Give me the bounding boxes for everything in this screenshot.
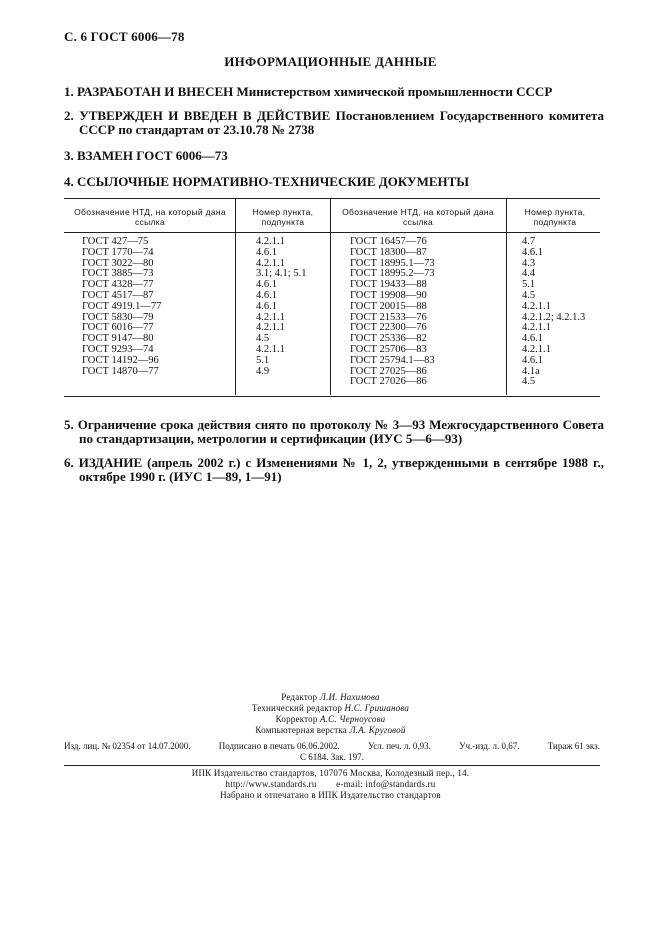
- table-cell: ГОСТ 22300—76: [350, 322, 427, 334]
- editor-line: [0, 692, 661, 703]
- table-cell: 4.2.1.1: [256, 322, 285, 334]
- item-text: ВЗАМЕН ГОСТ 6006—73: [77, 148, 228, 163]
- item-number: 3.: [64, 148, 74, 163]
- table-cell: 3.1; 4.1; 5.1: [256, 268, 307, 280]
- divider-line: [64, 765, 600, 766]
- table-cell: ГОСТ 4919.1—77: [82, 300, 162, 312]
- page-header: С. 6 ГОСТ 6006—78: [64, 29, 185, 44]
- publisher-address: ИПК Издательство стандартов, 107076 Москва, Колодезный пер., 14.: [191, 768, 470, 778]
- item-text: УТВЕРЖДЕН И ВВЕДЕН В ДЕЙСТВИЕ Постановлением Государственного комитета СССР по стандартам от 23.10.78 № 2738: [79, 108, 605, 137]
- table-cell: ГОСТ 25706—83: [350, 343, 427, 355]
- table-cell: ГОСТ 4517—87: [82, 289, 154, 301]
- table-cell: ГОСТ 14870—77: [82, 365, 159, 377]
- table-cell: ГОСТ 14192—96: [82, 354, 159, 366]
- info-item-6: [64, 456, 604, 484]
- info-item-4: [64, 175, 604, 189]
- table-cell: 4.5: [522, 289, 536, 301]
- editor-name: Л.И. Нахимова: [319, 692, 380, 702]
- corrector-name: А.С. Черноусова: [320, 714, 386, 724]
- table-cell: 4.2.1.1: [522, 343, 551, 355]
- column-divider: [330, 199, 331, 395]
- order-number: С 6184. Зак. 197.: [300, 752, 364, 762]
- table-cell: 4.2.1.1: [256, 257, 285, 269]
- table-cell: ГОСТ 9147—80: [82, 333, 154, 345]
- table-cell: ГОСТ 21533—76: [350, 311, 427, 323]
- layout-line: [0, 725, 661, 736]
- table-cell: ГОСТ 27026—86: [350, 376, 427, 388]
- table-cell: ГОСТ 25336—82: [350, 333, 427, 345]
- table-cell: 4.5: [522, 376, 536, 388]
- item-number: 1.: [64, 84, 74, 99]
- item-text: РАЗРАБОТАН И ВНЕСЕН Министерством химической промышленности СССР: [77, 84, 553, 99]
- publication-info: [64, 741, 600, 763]
- table-cell: ГОСТ 27025—86: [350, 365, 427, 377]
- table-cell: 4.6.1: [522, 333, 543, 345]
- table-cell: ГОСТ 3885—73: [82, 268, 154, 280]
- table-cell: 4.5: [256, 333, 270, 345]
- table-cell: 4.6.1: [522, 354, 543, 366]
- left-doc-column: [82, 237, 161, 377]
- info-item-1: [64, 85, 604, 99]
- publisher-email: e-mail: info@standards.ru: [336, 779, 436, 789]
- imprint-credits: [0, 692, 661, 736]
- table-cell: ГОСТ 4328—77: [82, 279, 154, 291]
- item-text: ССЫЛОЧНЫЕ НОРМАТИВНО-ТЕХНИЧЕСКИЕ ДОКУМЕНТЫ: [77, 174, 470, 189]
- table-cell: 4.6.1: [256, 289, 277, 301]
- publisher-info: [0, 768, 661, 801]
- item-text: ИЗДАНИЕ (апрель 2002 г.) с Изменениями № 1, 2, утвержденными в сентябре 1988 г., октябре 1990 г. (ИУС 1—89, 1—91): [78, 455, 604, 484]
- table-cell: 5.1: [256, 354, 270, 366]
- table-cell: 4.2.1.2; 4.2.1.3: [522, 311, 586, 323]
- table-cell: 4.3: [522, 257, 536, 269]
- tech-editor-label: Технический редактор: [251, 703, 343, 713]
- table-cell: ГОСТ 19908—90: [350, 289, 427, 301]
- table-cell: 4.6.1: [256, 279, 277, 291]
- table-cell: 5.1: [522, 279, 536, 291]
- info-item-2: [64, 109, 604, 137]
- table-cell: 4.2.1.1: [522, 300, 551, 312]
- table-cell: 4.1а: [522, 365, 540, 377]
- tech-editor-line: [0, 703, 661, 714]
- table-cell: ГОСТ 5830—79: [82, 311, 154, 323]
- table-cell: ГОСТ 18995.2—73: [350, 268, 435, 280]
- page-title: ИНФОРМАЦИОННЫЕ ДАННЫЕ: [224, 54, 437, 69]
- column-header-doc: Обозначение НТД, на который дана ссылка: [74, 207, 226, 227]
- table-body: [64, 233, 600, 396]
- table-cell: ГОСТ 1770—74: [82, 246, 154, 258]
- column-divider: [506, 199, 507, 395]
- item-number: 5.: [64, 417, 74, 432]
- printing-note: Набрано и отпечатано в ИПК Издательство стандартов: [220, 790, 441, 800]
- table-cell: 4.6.1: [522, 246, 543, 258]
- reference-documents-table: [64, 198, 600, 397]
- editor-label: Редактор: [281, 692, 318, 702]
- publication-info-row: [64, 741, 600, 752]
- print-sheets: Усл. печ. л. 0,93.: [367, 741, 431, 751]
- layout-label: Компьютерная верстка: [255, 725, 348, 735]
- table-cell: 4.6.1: [256, 300, 277, 312]
- table-header: [64, 199, 600, 233]
- table-cell: 4.2.1.1: [256, 343, 285, 355]
- table-cell: 4.4: [522, 268, 536, 280]
- info-item-3: [64, 149, 604, 163]
- table-cell: ГОСТ 16457—76: [350, 236, 427, 247]
- corrector-label: Корректор: [275, 714, 318, 724]
- table-cell: 4.2.1.1: [256, 236, 285, 247]
- info-item-5: [64, 418, 604, 446]
- table-cell: 4.2.1.1: [522, 322, 551, 334]
- table-cell: 4.9: [256, 365, 270, 377]
- table-cell: ГОСТ 18995.1—73: [350, 257, 435, 269]
- table-cell: 4.2.1.1: [256, 311, 285, 323]
- layout-name: Л.А. Круговой: [349, 725, 406, 735]
- edition-sheets: Уч.-изд. л. 0,67.: [459, 741, 520, 751]
- table-cell: ГОСТ 9293—74: [82, 343, 154, 355]
- table-cell: ГОСТ 3022—80: [82, 257, 154, 269]
- print-run: Тираж 61 экз.: [547, 741, 600, 751]
- item-number: 6.: [64, 455, 74, 470]
- right-point-column: [522, 237, 585, 388]
- item-text: Ограничение срока действия снято по протоколу № 3—93 Межгосударственного Совета по стандартизации, метрологии и сертификации (ИУС 5—6—93): [77, 417, 604, 446]
- table-cell: ГОСТ 427—75: [82, 236, 149, 247]
- table-cell: ГОСТ 25794.1—83: [350, 354, 435, 366]
- column-header-doc: Обозначение НТД, на который дана ссылка: [342, 207, 494, 227]
- publisher-contacts: [0, 779, 661, 790]
- table-cell: 4.7: [522, 236, 536, 247]
- right-doc-column: [350, 237, 435, 388]
- item-number: 4.: [64, 174, 74, 189]
- table-cell: ГОСТ 19433—88: [350, 279, 427, 291]
- column-divider: [235, 199, 236, 395]
- corrector-line: [0, 714, 661, 725]
- column-header-point: Номер пункта, подпункта: [252, 207, 314, 227]
- left-point-column: [256, 237, 306, 377]
- table-cell: ГОСТ 20015—88: [350, 300, 427, 312]
- license-number: Изд. лиц. № 02354 от 14.07.2000.: [64, 741, 191, 751]
- table-cell: 4.6.1: [256, 246, 277, 258]
- signed-date: Подписано в печать 06.06.2002.: [218, 741, 340, 751]
- item-number: 2.: [64, 108, 74, 123]
- publisher-website: http://www.standards.ru: [225, 779, 317, 789]
- table-cell: ГОСТ 18300—87: [350, 246, 427, 258]
- table-cell: ГОСТ 6016—77: [82, 322, 154, 334]
- tech-editor-name: Н.С. Гришанова: [344, 703, 410, 713]
- column-header-point: Номер пункта, подпункта: [524, 207, 586, 227]
